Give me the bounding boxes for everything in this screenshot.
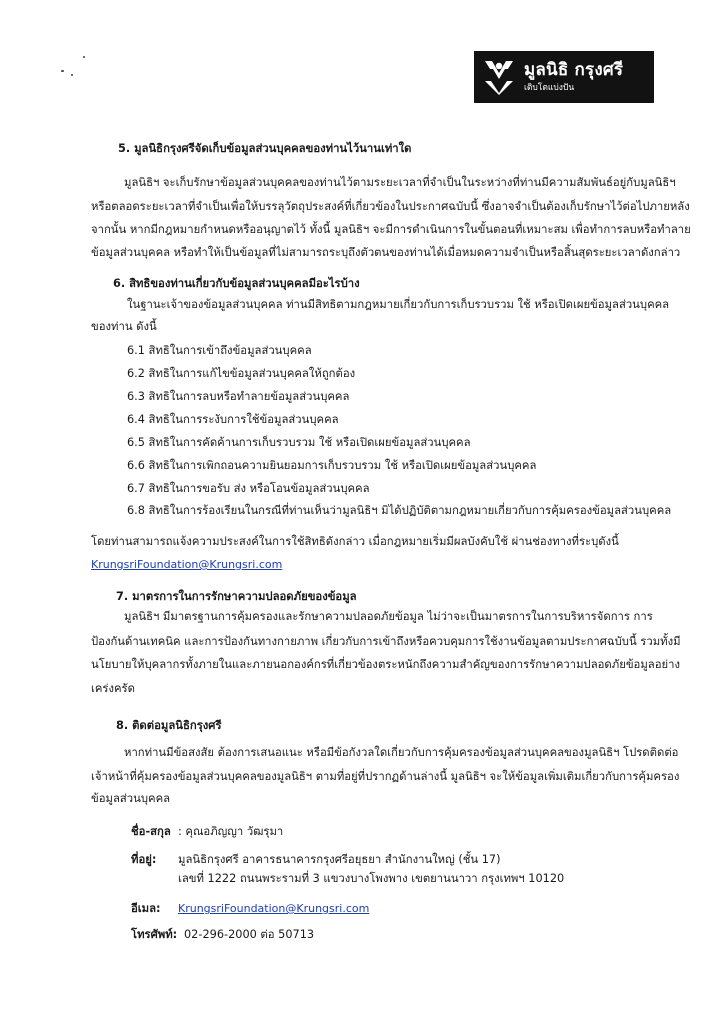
right-item: 6.2 สิทธิในการแก้ไขข้อมูลส่วนบุคคลให้ถูกต้อง bbox=[127, 367, 356, 380]
contact-phone-value: 02-296-2000 ต่อ 50713 bbox=[184, 928, 315, 941]
section-6-closing: โดยท่านสามารถแจ้งความประสงค์ในการใช้สิทธิดังกล่าว เมื่อกฎหมายเริ่มมีผลบังคับใช้ ผ่านช่องทางที่ระบุดังนี้ bbox=[91, 535, 619, 548]
section-7-paragraph-line: นโยบายให้บุคลากรทั้งภายในและภายนอกองค์กรที่เกี่ยวข้องตระหนักถึงความสำคัญของการรักษาความปลอดภัยข้อมูลอย่าง bbox=[91, 658, 680, 671]
section-7-heading: 7. มาตรการในการรักษาความปลอดภัยของข้อมูล bbox=[116, 590, 357, 603]
right-item: 6.6 สิทธิในการเพิกถอนความยินยอมการเก็บรวบรวม ใช้ หรือเปิดเผยข้อมูลส่วนบุคคล bbox=[127, 459, 537, 472]
section-8-heading: 8. ติดต่อมูลนิธิกรุงศรี bbox=[116, 719, 222, 732]
foundation-email-link[interactable]: KrungsriFoundation@Krungsri.com bbox=[91, 558, 283, 571]
contact-email-label: อีเมล: bbox=[131, 902, 161, 915]
section-8-paragraph-line: เจ้าหน้าที่คุ้มครองข้อมูลส่วนบุคคลของมูลนิธิฯ ตามที่อยู่ที่ปรากฏด้านล่างนี้ มูลนิธิฯ จะให้ข้อมูลเพิ่มเติมเกี่ยวกับการคุ้มครอง bbox=[91, 770, 680, 783]
section-6-intro-line: ของท่าน ดังนี้ bbox=[91, 320, 157, 333]
section-7-paragraph-line: มูลนิธิฯ มีมาตรฐานการคุ้มครองและรักษาความปลอดภัยข้อมูล ไม่ว่าจะเป็นมาตรการในการบริหารจัดการ การ bbox=[124, 610, 653, 623]
contact-address-label: ที่อยู่: bbox=[131, 853, 157, 866]
section-8-paragraph-line: หากท่านมีข้อสงสัย ต้องการเสนอแนะ หรือมีข้อกังวลใดเกี่ยวกับการคุ้มครองข้อมูลส่วนบุคคลของมูลนิธิฯ โปรดติดต่อ bbox=[124, 746, 679, 759]
right-item: 6.7 สิทธิในการขอรับ ส่ง หรือโอนข้อมูลส่วนบุคคล bbox=[127, 482, 370, 495]
scan-speck bbox=[71, 74, 73, 76]
right-item: 6.5 สิทธิในการคัดค้านการเก็บรวบรวม ใช้ หรือเปิดเผยข้อมูลส่วนบุคคล bbox=[127, 436, 471, 449]
right-item: 6.1 สิทธิในการเข้าถึงข้อมูลส่วนบุคคล bbox=[127, 344, 312, 357]
section-5-heading: 5. มูลนิธิกรุงศรีจัดเก็บข้อมูลส่วนบุคคลของท่านไว้นานเท่าใด bbox=[118, 142, 412, 155]
contact-name-value: : คุณอภิญญา วัฒรุมา bbox=[178, 825, 284, 838]
section-6-intro-line: ในฐานะเจ้าของข้อมูลส่วนบุคคล ท่านมีสิทธิตามกฎหมายเกี่ยวกับการเก็บรวบรวม ใช้ หรือเปิดเผยข้อมูลส่วนบุคคล bbox=[127, 298, 670, 311]
logo-tagline: เติบโตแบ่งปัน bbox=[524, 82, 575, 93]
section-5-paragraph-line: หรือตลอดระยะเวลาที่จำเป็นเพื่อให้บรรลุวัตถุประสงค์ที่เกี่ยวข้องในประกาศฉบับนี้ ซึ่งอาจจำเป็นต้องเก็บรักษาไว้ต่อไปภายหลัง bbox=[91, 200, 690, 213]
section-7-paragraph-line: ป้องกันด้านเทคนิค และการป้องกันทางกายภาพ เกี่ยวกับการเข้าถึงหรือควบคุมการใช้งานข้อมูลตามประกาศฉบับนี้ รวมทั้งมี bbox=[91, 635, 681, 648]
krungsri-foundation-logo bbox=[474, 51, 654, 103]
section-5-paragraph-line: ข้อมูลส่วนบุคคล หรือทำให้เป็นข้อมูลที่ไม่สามารถระบุถึงตัวตนของท่านได้เมื่อหมดความจำเป็นหรือสิ้นสุดระยะเวลาดังกล่าว bbox=[91, 246, 681, 259]
right-item: 6.8 สิทธิในการร้องเรียนในกรณีที่ท่านเห็นว่ามูลนิธิฯ มิได้ปฏิบัติตามกฎหมายเกี่ยวกับการคุ้มครองข้อมูลส่วนบุคคล bbox=[127, 504, 672, 517]
krungsri-emblem-icon bbox=[474, 51, 524, 103]
section-6-heading: 6. สิทธิของท่านเกี่ยวกับข้อมูลส่วนบุคคลมีอะไรบ้าง bbox=[113, 277, 360, 290]
right-item: 6.3 สิทธิในการลบหรือทำลายข้อมูลส่วนบุคคล bbox=[127, 390, 350, 403]
contact-address-line: มูลนิธิกรุงศรี อาคารธนาคารกรุงศรีอยุธยา สำนักงานใหญ่ (ชั้น 17) bbox=[178, 853, 501, 866]
logo-name: มูลนิธิ กรุงศรี bbox=[524, 59, 624, 80]
contact-phone-label: โทรศัพท์: bbox=[131, 928, 178, 941]
contact-email-link[interactable]: KrungsriFoundation@Krungsri.com bbox=[178, 902, 370, 915]
right-item: 6.4 สิทธิในการระงับการใช้ข้อมูลส่วนบุคคล bbox=[127, 413, 339, 426]
section-5-paragraph-line: จากนั้น หากมีกฎหมายกำหนดหรืออนุญาตไว้ ทั้งนี้ มูลนิธิฯ จะมีการดำเนินการในขั้นตอนที่เหมาะสม เพื่อทำการลบหรือทำลาย bbox=[91, 223, 691, 236]
contact-name-label: ชื่อ-สกุล bbox=[131, 825, 171, 838]
scan-speck bbox=[83, 56, 85, 58]
contact-address-line: เลขที่ 1222 ถนนพระรามที่ 3 แขวงบางโพงพาง เขตยานนาวา กรุงเทพฯ 10120 bbox=[178, 872, 565, 885]
section-7-paragraph-line: เคร่งครัด bbox=[91, 682, 135, 695]
section-8-paragraph-line: ข้อมูลส่วนบุคคล bbox=[91, 792, 171, 805]
scan-speck bbox=[61, 70, 64, 72]
section-5-paragraph-line: มูลนิธิฯ จะเก็บรักษาข้อมูลส่วนบุคคลของท่านไว้ตามระยะเวลาที่จำเป็นในระหว่างที่ท่านมีความสัมพันธ์อยู่กับมูลนิธิฯ bbox=[124, 176, 676, 189]
